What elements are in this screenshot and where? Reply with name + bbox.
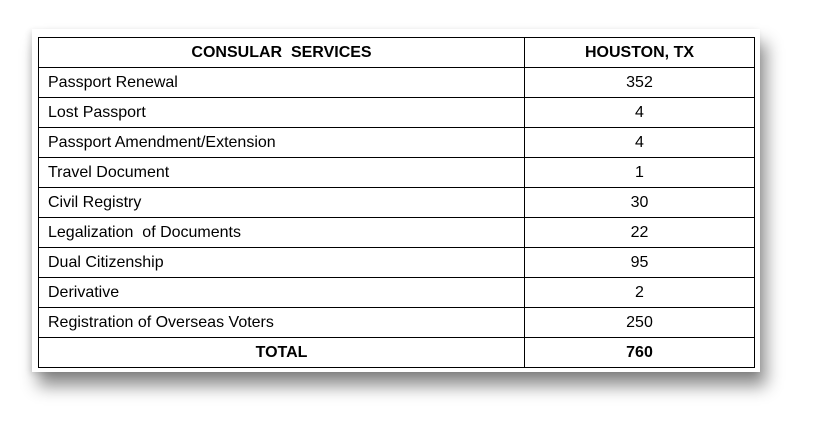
service-name: Civil Registry [39,188,525,218]
table-row [39,218,755,248]
service-count: 95 [525,248,755,278]
service-name: Passport Renewal [39,68,525,98]
service-name: Dual Citizenship [39,248,525,278]
table-row [39,278,755,308]
document-card [32,29,760,372]
service-count: 4 [525,128,755,158]
table-row [39,308,755,338]
header-location: HOUSTON, TX [525,38,755,68]
service-name: Passport Amendment/Extension [39,128,525,158]
table-row [39,248,755,278]
table-row [39,188,755,218]
service-name: Registration of Overseas Voters [39,308,525,338]
service-name: Legalization of Documents [39,218,525,248]
total-row [39,338,755,368]
service-count: 2 [525,278,755,308]
service-count: 4 [525,98,755,128]
service-count: 30 [525,188,755,218]
service-count: 352 [525,68,755,98]
total-label: TOTAL [39,338,525,368]
service-count: 250 [525,308,755,338]
service-name: Lost Passport [39,98,525,128]
table-row [39,128,755,158]
service-count: 1 [525,158,755,188]
service-name: Derivative [39,278,525,308]
table-header-row [39,38,755,68]
table-row [39,158,755,188]
table-row [39,98,755,128]
total-count: 760 [525,338,755,368]
table-row [39,68,755,98]
consular-services-table [38,37,755,368]
service-count: 22 [525,218,755,248]
service-name: Travel Document [39,158,525,188]
header-service: CONSULAR SERVICES [39,38,525,68]
